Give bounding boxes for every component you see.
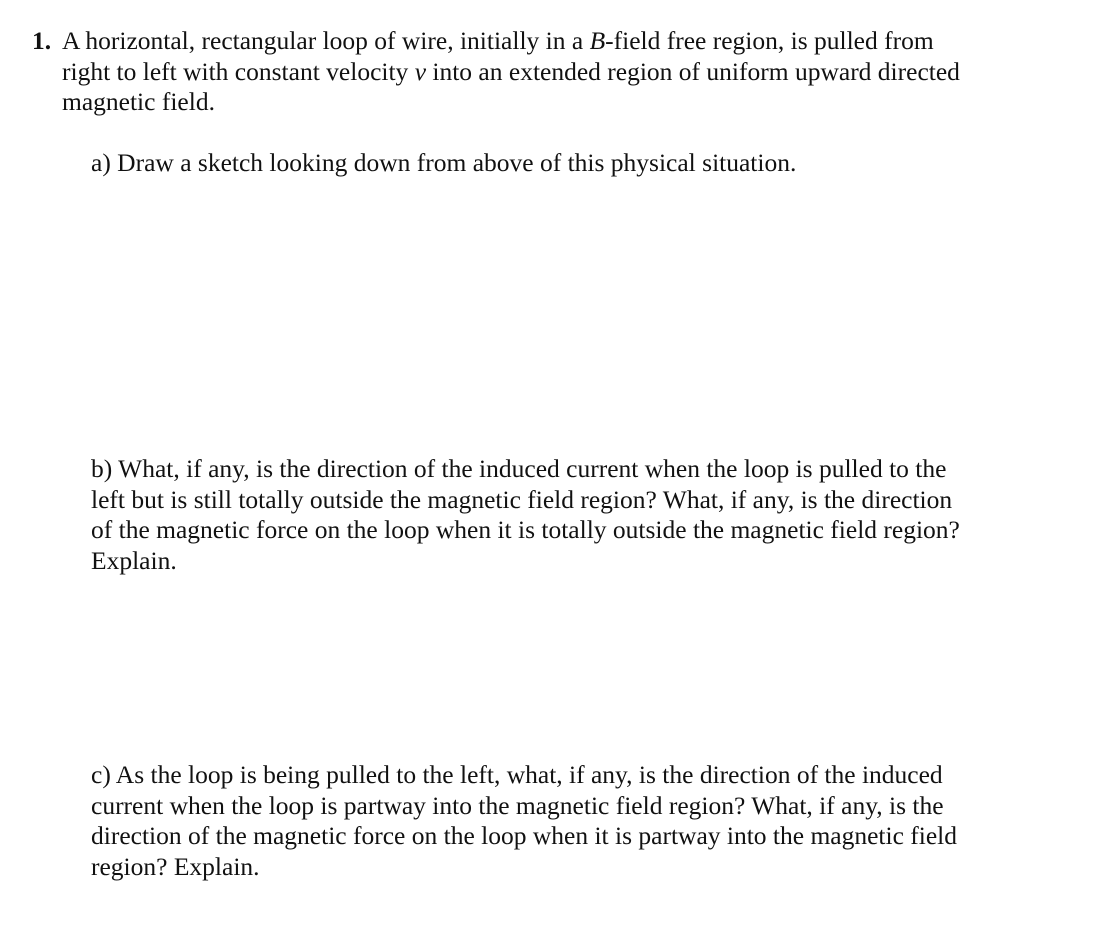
- part-a: a) Draw a sketch looking down from above of this physical situation.: [91, 148, 797, 177]
- problem-number: 1.: [32, 26, 52, 55]
- problem-1: [32, 26, 1072, 118]
- part-c: c) As the loop is being pulled to the left, what, if any, is the direction of the induced current when the loop is partway into the magnetic field region? What, if any, is the direction of the magnetic force on the loop when it is partway into the magnetic field region? Explain.: [91, 760, 958, 881]
- part-b: b) What, if any, is the direction of the induced current when the loop is pulled to the left but is still totally outside the magnetic field region? What, if any, is the direction of the magnetic force on the loop when it is totally outside the magnetic field region? Explain.: [91, 454, 960, 575]
- problem-stem-text: [62, 26, 962, 118]
- velocity-symbol: v: [414, 56, 427, 86]
- b-field-symbol: B: [589, 26, 606, 55]
- problem-stem: [32, 26, 1072, 118]
- stem-text-1: A horizontal, rectangular loop of wire, initially in a: [62, 26, 590, 55]
- stem-text-3: into an extended region of uniform upward directed magnetic field.: [62, 56, 960, 116]
- stem-text-2: -field free region, is pulled from right to left with constant velocity: [62, 26, 934, 86]
